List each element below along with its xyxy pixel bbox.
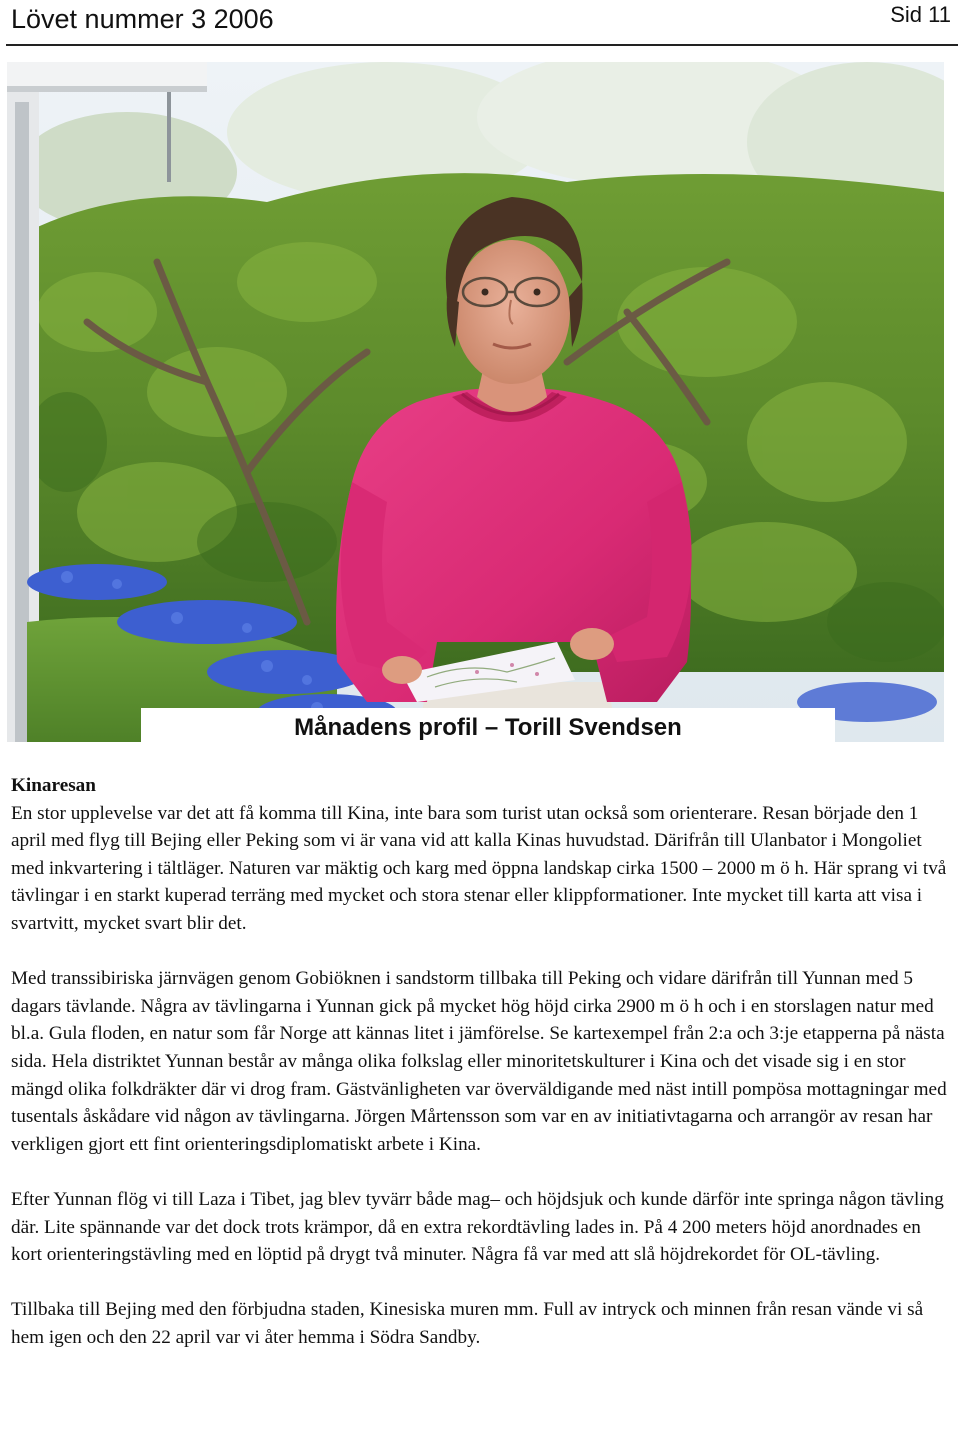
page-number: Sid 11: [890, 2, 951, 27]
profile-photo: [7, 62, 944, 742]
article-paragraph: En stor upplevelse var det att få komma till Kina, inte bara som turist utan också som orienterare. Resan började den 1 april med flyg till Bejing eller Peking som vi är vana vid att kalla Kinas huvudstad. Därifrån till Ulanbator i Mongoliet med inkvartering i tältläger. Naturen var mäktig och karg med öppna landskap cirka 1500 – 2000 m ö h. Här sprang vi två tävlingar i en starkt kuperad terräng med mycket och stora stenar eller klippformationer. Inte mycket till karta att visa i svartvitt, mycket svart blir det.: [11, 802, 947, 934]
publication-title: Lövet nummer 3 2006: [11, 4, 274, 34]
profile-title: Månadens profil – Torill Svendsen: [294, 714, 682, 741]
header-divider: [6, 44, 958, 46]
article-paragraph: Tillbaka till Bejing med den förbjudna staden, Kinesiska muren mm. Full av intryck och minnen från resan vände vi så hem igen och den 22 april var vi åter hemma i Södra Sandby.: [11, 1299, 924, 1348]
article-paragraph: Efter Yunnan flög vi till Laza i Tibet, jag blev tyvärr både mag– och höjdsjuk och kunde därför inte springa någon tävling där. Lite spännande var det dock trots krämpor, då en extra rekordtävling lades in. På 4 200 meters höjd anordnades en kort orienteringstävling med en löptid på drygt två minuter. Några få var med att slå höjdrekordet för OL-tävling.: [11, 1188, 944, 1266]
page-header: [0, 0, 960, 48]
article-body: [11, 772, 955, 1351]
article-heading: Kinaresan: [11, 775, 96, 796]
article-paragraph: Med transsibiriska järnvägen genom Gobiöknen i sandstorm tillbaka till Peking och vidare därifrån till Yunnan med 5 dagars tävlande. Några av tävlingarna i Yunnan gick på mycket hög höjd cirka 2900 m ö h och i en storslagen natur med bl.a. Gula floden, en natur som får Norge att kännas litet i jämförelse. Se kartexempel från 2:a och 3:je etapperna på nästa sida. Hela distriktet Yunnan består av många olika folkslag eller minoritetskulturer i Kina och det visade sig i en stor mängd olika folkdräkter där vi drog fram. Gästvänligheten var överväldigande med näst intill pompösa mottagningar med tusentals åskådare vid någon av tävlingarna. Jörgen Mårtensson som var en av initiativtagarna och arrangör av resan har verkligen gjort ett fint orienteringsdiplomatiskt arbete i Kina.: [11, 968, 947, 1155]
caption-box: [141, 708, 835, 744]
